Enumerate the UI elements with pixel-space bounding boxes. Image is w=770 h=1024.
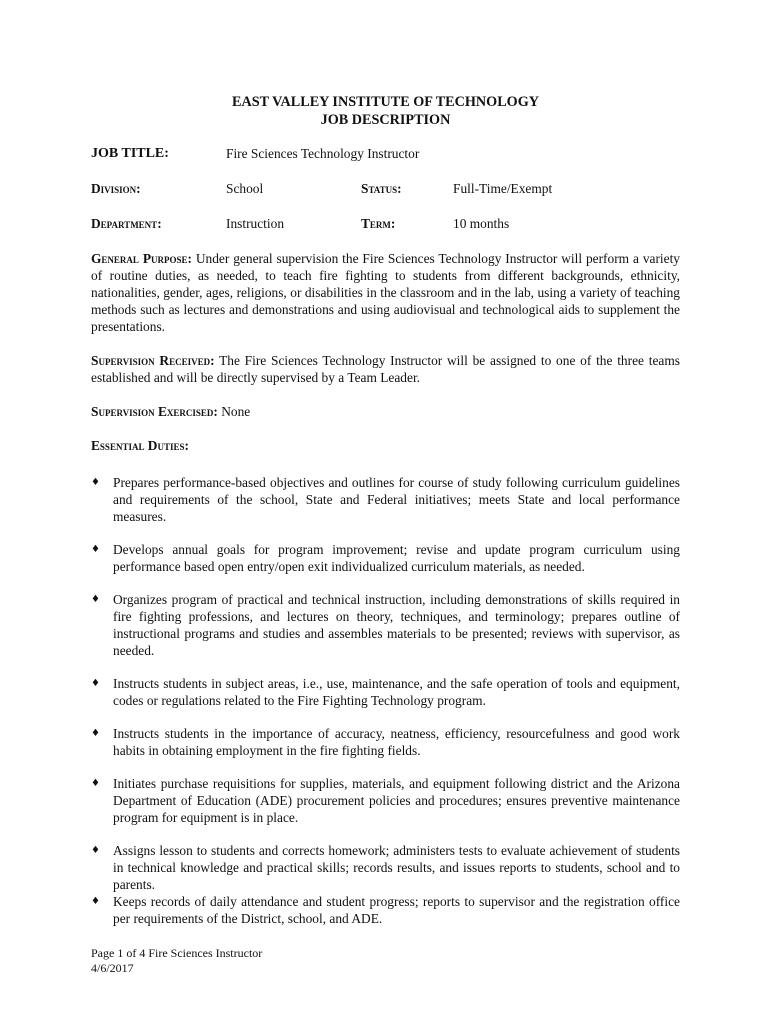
page-number: Page 1 of 4 Fire Sciences Instructor [91, 946, 263, 960]
list-item [91, 725, 680, 759]
page-footer [91, 946, 262, 976]
department-label: Department: [91, 216, 162, 231]
essential-duties-heading: Essential Duties: [91, 438, 189, 453]
supervision-exercised-text: None [221, 404, 251, 419]
status-label: Status: [361, 181, 402, 196]
essential-duties-list [91, 474, 680, 927]
duty-text: Organizes program of practical and technical instruction, including demonstrations of skills required in fire fighting professions, and lectures on theory, techniques, and terminology; prepares outline of instructional programs and studies and assembles materials to be presented; reviews with supervisor, as needed. [113, 592, 680, 658]
supervision-received-section [91, 352, 680, 386]
duty-text: Initiates purchase requisitions for supplies, materials, and equipment following district and the Arizona Department of Education (ADE) procurement policies and procedures; ensures preventive maintenance program for equipment is in place. [113, 776, 680, 825]
institution-name: EAST VALLEY INSTITUTE OF TECHNOLOGY [232, 94, 539, 110]
duty-text: Instructs students in subject areas, i.e., use, maintenance, and the safe operation of tools and equipment, codes or regulations related to the Fire Fighting Technology program. [113, 676, 680, 708]
division-row [91, 180, 680, 197]
duty-text: Instructs students in the importance of accuracy, neatness, efficiency, resourcefulness and good work habits in obtaining employment in the fire fighting fields. [113, 726, 680, 758]
general-purpose-text: Under general supervision the Fire Sciences Technology Instructor will perform a variety of routine duties, as needed, to teach fire fighting to students from different backgrounds, ethnicity, nationalities, gender, ages, religions, or disabilities in the classroom and in the lab, using a variety of teaching methods such as lectures and demonstrations and using audiovisual and technological aids to supplement the presentations. [91, 251, 680, 334]
diamond-bullet-icon: ♦ [91, 728, 100, 739]
diamond-bullet-icon: ♦ [91, 845, 100, 856]
supervision-exercised-section [91, 403, 680, 420]
term-label: Term: [361, 216, 396, 231]
job-title-row [91, 145, 680, 162]
status-value: Full-Time/Exempt [453, 181, 553, 196]
term-value: 10 months [453, 216, 510, 231]
document-header [91, 93, 680, 129]
list-item [91, 541, 680, 575]
list-item [91, 842, 680, 893]
diamond-bullet-icon: ♦ [91, 477, 100, 488]
duty-text: Prepares performance-based objectives and outlines for course of study following curriculum guidelines and requirements of the school, State and Federal initiatives; meets State and local performance measures. [113, 475, 680, 524]
document-page [91, 93, 680, 927]
diamond-bullet-icon: ♦ [91, 544, 100, 555]
diamond-bullet-icon: ♦ [91, 678, 100, 689]
division-value: School [226, 181, 264, 196]
supervision-exercised-heading: Supervision Exercised: [91, 404, 218, 419]
list-item [91, 893, 680, 927]
supervision-received-text: The Fire Sciences Technology Instructor will be assigned to one of the three teams established and will be directly supervised by a Team Leader. [91, 353, 680, 385]
list-item [91, 675, 680, 709]
job-title-value: Fire Sciences Technology Instructor [226, 146, 420, 161]
general-purpose-heading: General Purpose: [91, 251, 192, 266]
duty-text: Assigns lesson to students and corrects homework; administers tests to evaluate achievement of students in technical knowledge and practical skills; records results, and issues reports to students, school and to parents. [113, 843, 680, 892]
list-item [91, 591, 680, 659]
department-value: Instruction [226, 216, 285, 231]
diamond-bullet-icon: ♦ [91, 778, 100, 789]
diamond-bullet-icon: ♦ [91, 594, 100, 605]
job-title-label: JOB TITLE: [91, 146, 169, 161]
diamond-bullet-icon: ♦ [91, 896, 100, 907]
duty-text: Keeps records of daily attendance and student progress; reports to supervisor and the registration office per requirements of the District, school, and ADE. [113, 894, 680, 926]
supervision-received-heading: Supervision Received: [91, 353, 215, 368]
list-item [91, 775, 680, 826]
duty-text: Develops annual goals for program improvement; revise and update program curriculum using performance based open entry/open exit individualized curriculum materials, as needed. [113, 542, 680, 574]
document-type: JOB DESCRIPTION [320, 112, 451, 128]
division-label: Division: [91, 181, 141, 196]
department-row [91, 215, 680, 232]
list-item [91, 474, 680, 525]
general-purpose-section [91, 250, 680, 335]
footer-date: 4/6/2017 [91, 961, 134, 975]
